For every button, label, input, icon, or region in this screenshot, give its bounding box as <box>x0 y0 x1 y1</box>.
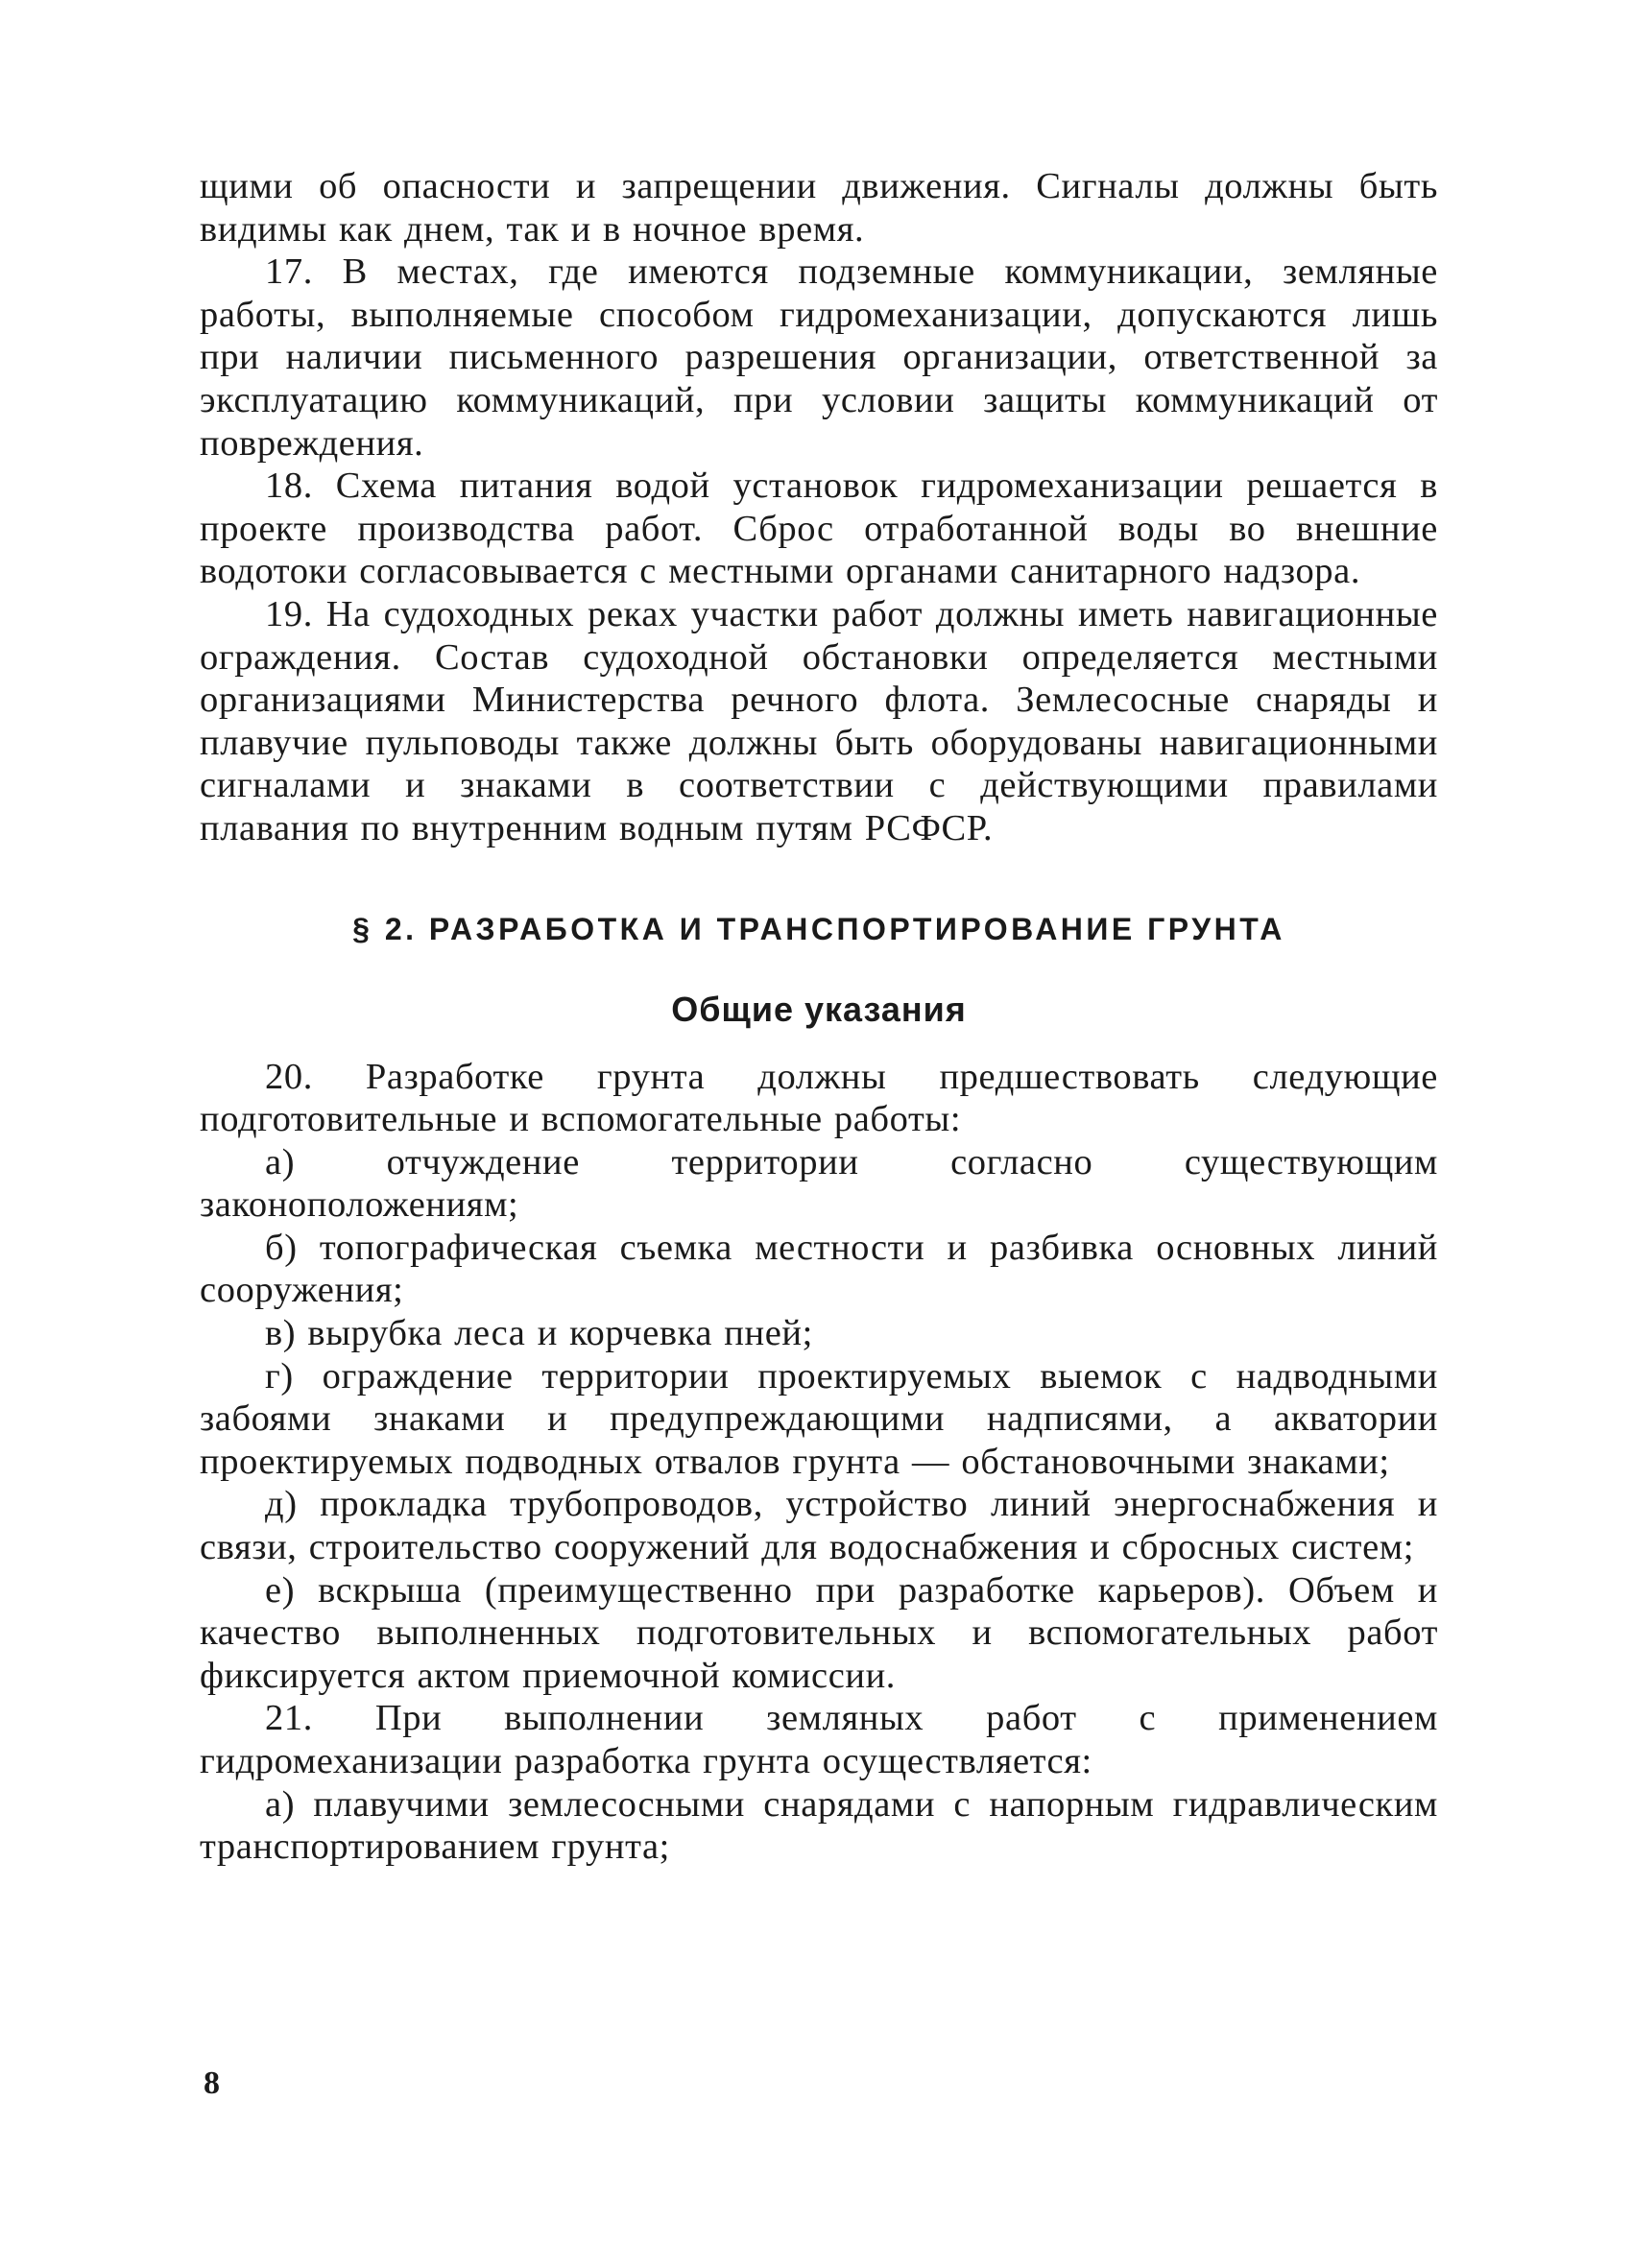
paragraph-19: 19. На судоходных реках участки работ должны иметь навигационные ограждения. Состав судоходной обстановки определяется местными организациями Министерства речного флота. Землесосные снаряды и плавучие пульповоды также должны быть оборудованы навигационными сигналами и знаками в соответствии с действующими правилами плавания по внутренним водным путям РСФСР. <box>200 593 1438 848</box>
page-body <box>200 165 1438 1869</box>
list-item-a: а) отчуждение территории согласно существующим законоположениям; <box>200 1141 1438 1226</box>
list-item-g: г) ограждение территории проектируемых выемок с надводными забоями знаками и предупреждающими надписями, а акватории проектируемых подводных отвалов грунта — обстановочными знаками; <box>200 1355 1438 1482</box>
paragraph-continuation: щими об опасности и запрещении движения. Сигналы должны быть видимы как днем, так и в ночное время. <box>200 166 1438 250</box>
paragraph-17: 17. В местах, где имеются подземные коммуникации, земляные работы, выполняемые способом гидромеханизации, допускаются лишь при наличии письменного разрешения организации, ответственной за эксплуатацию коммуникаций, при условии защиты коммуникаций от повреждения. <box>200 251 1438 464</box>
page-number: 8 <box>204 2065 220 2101</box>
paragraph-18: 18. Схема питания водой установок гидромеханизации решается в проекте производства работ. Сброс отработанной воды во внешние водотоки согласовывается с местными органами санитарного надзора. <box>200 466 1438 592</box>
list-item-21a: а) плавучими землесосными снарядами с напорным гидравлическим транспортированием грунта; <box>200 1783 1438 1868</box>
section-heading: § 2. РАЗРАБОТКА И ТРАНСПОРТИРОВАНИЕ ГРУНТА <box>352 911 1285 946</box>
list-item-v: в) вырубка леса и корчевка пней; <box>265 1313 813 1354</box>
sub-heading: Общие указания <box>671 989 967 1029</box>
list-item-d: д) прокладка трубопроводов, устройство линий энергоснабжения и связи, строительство сооружений для водоснабжения и сбросных систем; <box>200 1484 1438 1568</box>
paragraph-20: 20. Разработке грунта должны предшествовать следующие подготовительные и вспомогательные работы: <box>200 1056 1438 1140</box>
list-item-e: е) вскрыша (преимущественно при разработке карьеров). Объем и качество выполненных подготовительных и вспомогательных работ фиксируется актом приемочной комиссии. <box>200 1569 1438 1696</box>
list-item-b: б) топографическая съемка местности и разбивка основных линий сооружения; <box>200 1227 1438 1311</box>
paragraph-21: 21. При выполнении земляных работ с применением гидромеханизации разработка грунта осуществляется: <box>200 1698 1438 1781</box>
